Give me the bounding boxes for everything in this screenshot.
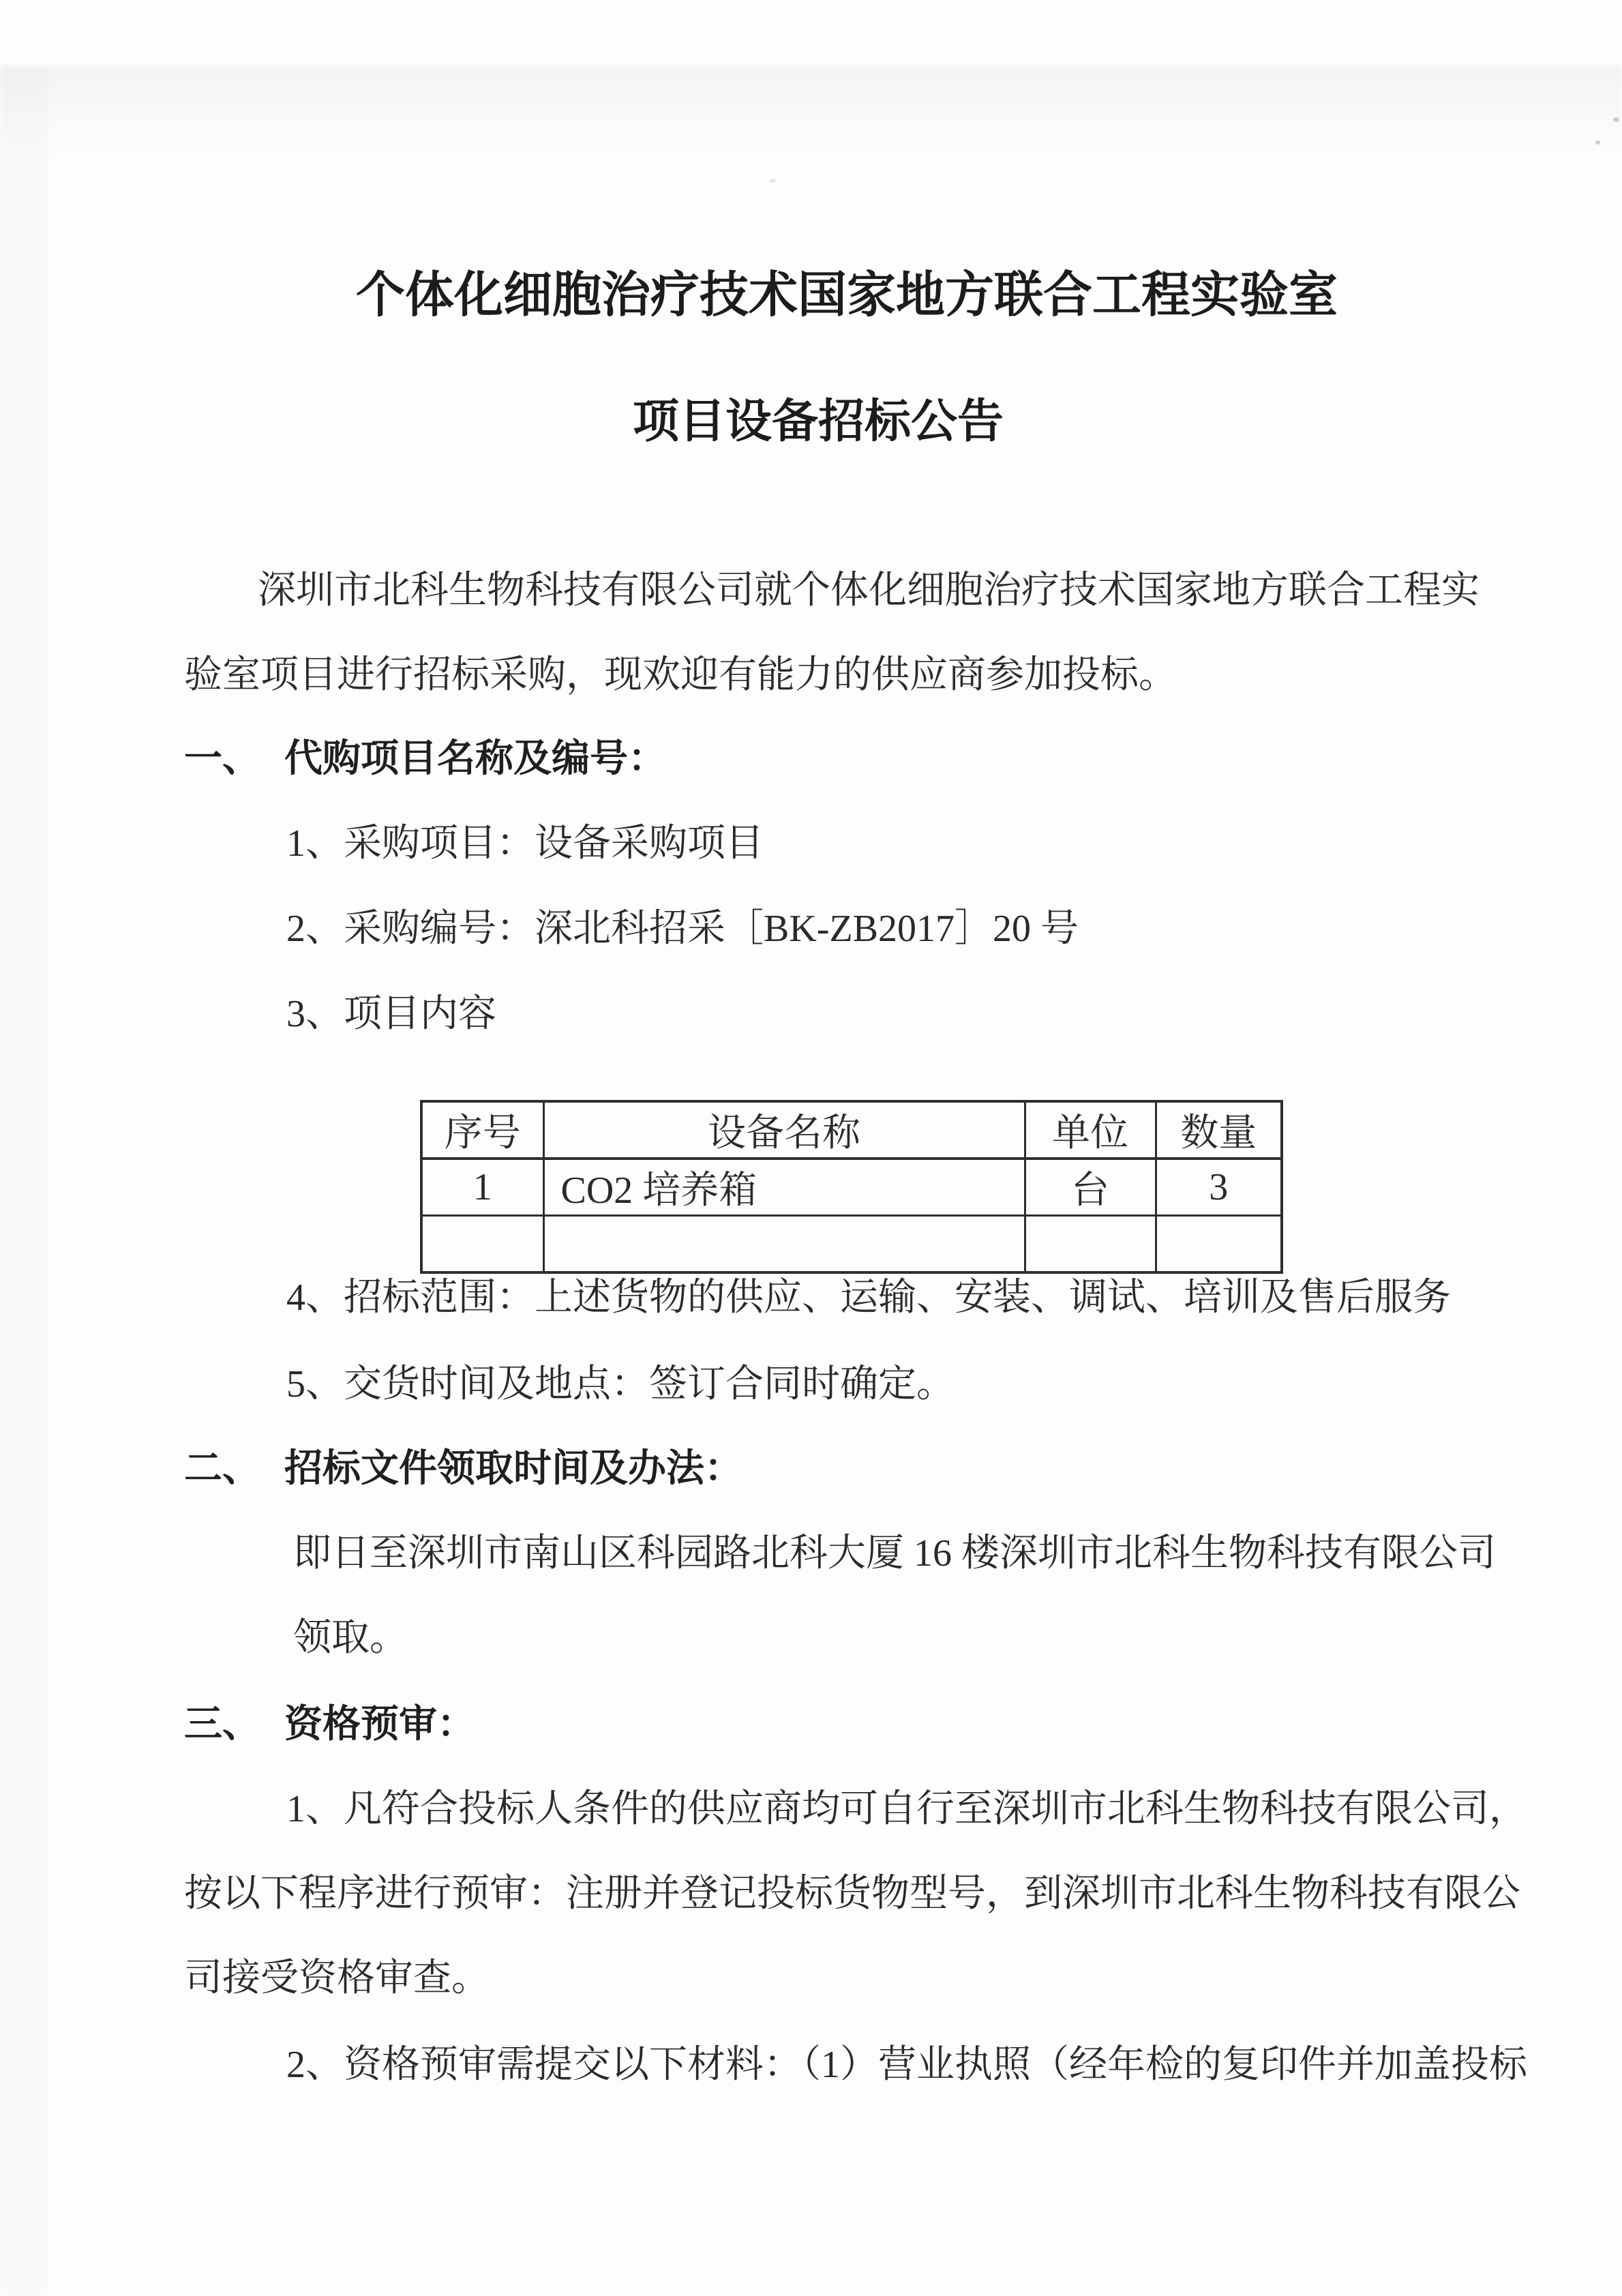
section2-heading: [184, 1426, 742, 1510]
section1-heading: [184, 716, 666, 801]
row1-qty: 3: [1156, 1159, 1282, 1216]
table-row: [421, 1159, 1282, 1216]
row1-index: 1: [421, 1159, 543, 1216]
section3-item2-line1: 2、资格预审需提交以下材料：（1）营业执照（经年检的复印件并加盖投标: [286, 2044, 1527, 2086]
row1-equipment-name: CO2 培养箱: [543, 1159, 1025, 1216]
equipment-table: [420, 1100, 1283, 1274]
section2-body-line2: 领取。: [293, 1617, 408, 1659]
section3-item1-line1: 1、凡符合投标人条件的供应商均可自行至深圳市北科生物科技有限公司，: [286, 1788, 1527, 1830]
intro-line2: 验室项目进行招标采购，现欢迎有能力的供应商参加投标。: [184, 654, 1177, 696]
table-header-unit: 单位: [1025, 1101, 1156, 1159]
section1-heading-text: 代购项目名称及编号：: [284, 736, 666, 779]
row1-unit: 台: [1025, 1159, 1156, 1216]
table-header-index: 序号: [421, 1101, 543, 1159]
section2-body: [293, 1511, 1496, 1680]
scan-artifact: [1613, 117, 1619, 122]
section1-item5: 5、交货时间及地点：签订合同时确定。: [286, 1363, 955, 1405]
document-title-line1: 个体化细胞治疗技术国家地方联合工程实验室: [356, 268, 1338, 323]
section2-number: 二、: [184, 1446, 260, 1489]
section1-item1: 1、采购项目：设备采购项目: [286, 822, 764, 865]
section3-item2: [184, 2023, 1527, 2107]
scan-edge-shadow: [0, 68, 48, 2296]
scan-artifact: [1595, 140, 1600, 145]
scan-artifact: [769, 179, 776, 183]
equipment-table-header-row: [421, 1101, 1282, 1159]
document-title-line2: 项目设备招标公告: [633, 396, 1004, 447]
section3-heading-text: 资格预审：: [284, 1702, 475, 1745]
intro-line1: 深圳市北科生物科技有限公司就个体化细胞治疗技术国家地方联合工程实: [258, 569, 1480, 612]
section3-number: 三、: [184, 1702, 260, 1745]
table-header-name: 设备名称: [543, 1101, 1025, 1159]
section3-item1-line3: 司接受资格审查。: [184, 1957, 490, 1999]
scan-noise-band: [0, 65, 1622, 160]
section3-item1-line2: 按以下程序进行预审：注册并登记投标货物型号，到深圳市北科生物科技有限公: [184, 1873, 1520, 1915]
section1-number: 一、: [184, 736, 260, 779]
intro-paragraph: [184, 548, 1575, 717]
section2-body-line1: 即日至深圳市南山区科园路北科大厦 16 楼深圳市北科生物科技有限公司: [293, 1532, 1496, 1575]
section1-item3: 3、项目内容: [286, 993, 496, 1035]
section1-item4: 4、招标范围：上述货物的供应、运输、安装、调试、培训及售后服务: [286, 1277, 1451, 1319]
section1-item2: 2、采购编号：深北科招采［BK-ZB2017］20 号: [286, 908, 1079, 950]
section3-item1: [184, 1767, 1527, 2021]
section2-heading-text: 招标文件领取时间及办法：: [284, 1446, 742, 1489]
section3-heading: [184, 1682, 475, 1766]
table-header-qty: 数量: [1156, 1101, 1282, 1159]
